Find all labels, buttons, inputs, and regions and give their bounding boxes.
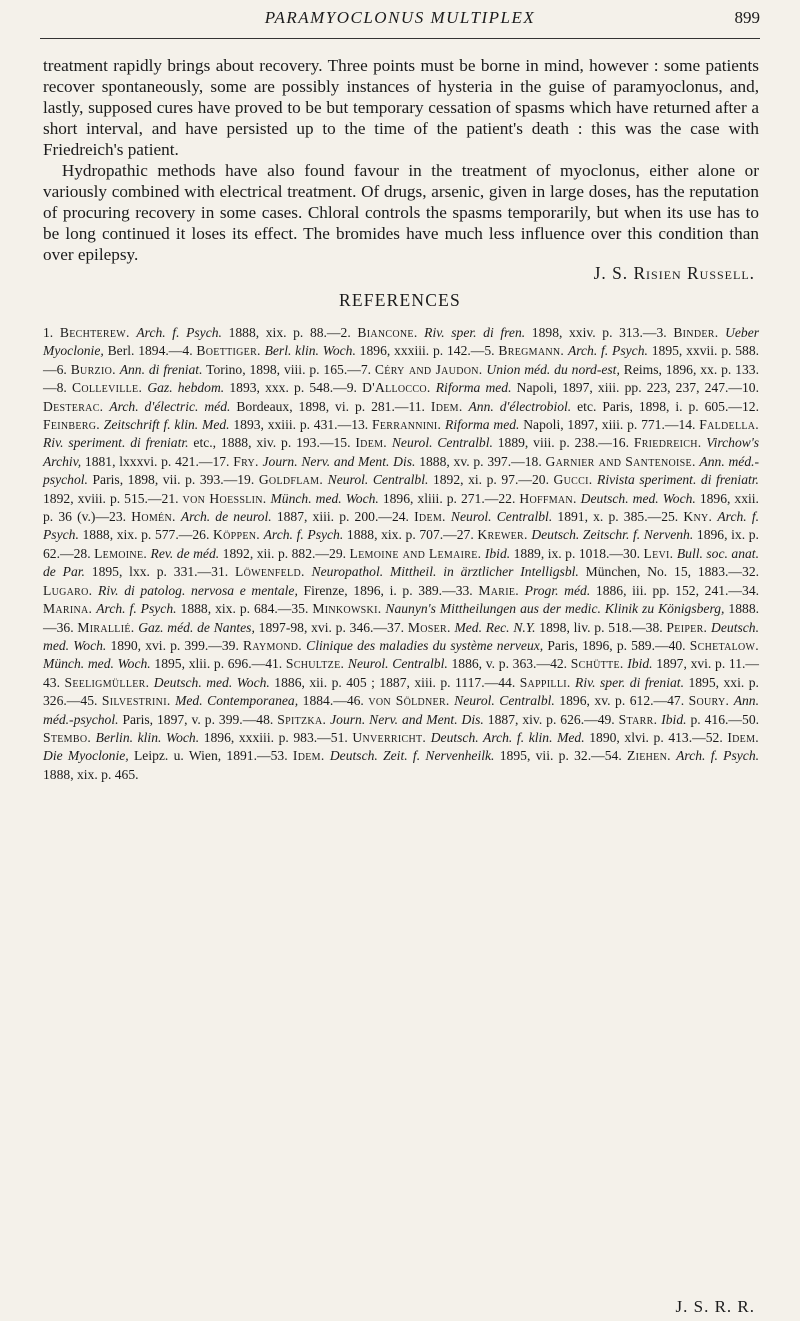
reference-detail: 1888.— <box>43 601 760 635</box>
reference-entry <box>162 491 499 506</box>
reference-number: 42. <box>550 656 568 672</box>
reference-number: 10. <box>742 380 759 396</box>
reference-journal: Ibid. <box>627 656 653 672</box>
running-title: PARAMYOCLONUS MULTIPLEX <box>264 8 536 27</box>
reference-number: 41. <box>265 656 283 672</box>
reference-author: Biancone. <box>357 325 418 340</box>
reference-detail: 1898, xxiv. p. 313.— <box>531 325 657 340</box>
reference-author: Gucci. <box>553 472 593 488</box>
reference-author: von Hoesslin. <box>182 490 267 506</box>
reference-number: 2. <box>340 325 351 340</box>
reference-detail: 1896, xv. p. 612.— <box>559 693 668 709</box>
reference-detail: 1896, xxii. p. 36 (v.)— <box>43 490 759 525</box>
reference-journal: Ann. d'électrobiol. <box>468 398 572 414</box>
reference-journal: Ibid. <box>484 545 511 561</box>
reference-author: Garnier and Santenoise. <box>545 453 696 469</box>
reference-journal: Riv. speriment. di freniatr. <box>43 435 189 451</box>
reference-number: 23. <box>109 509 127 525</box>
reference-journal: Arch. de neurol. <box>180 509 272 525</box>
reference-author: Minkowski. <box>312 601 382 617</box>
reference-detail: 1888, xix. p. 88.— <box>228 325 341 340</box>
reference-number: 21. <box>161 490 179 506</box>
reference-journal: Die Myoclonie, <box>43 748 129 764</box>
reference-number: 25. <box>661 509 679 525</box>
reference-author: Sappilli. <box>519 674 571 690</box>
reference-journal: Journ. Nerv. and Ment. Dis. <box>330 711 484 727</box>
reference-number: 50. <box>742 711 760 727</box>
reference-author: Ferrannini. <box>371 417 442 433</box>
reference-journal: Arch. d'électric. méd. <box>109 398 231 414</box>
reference-author: Moser. <box>407 619 451 635</box>
reference-detail: 1896, xxxiii. p. 983.— <box>203 729 331 745</box>
reference-number: 20. <box>531 472 549 488</box>
reference-detail: 1890, xlvi. p. 413.— <box>589 729 706 745</box>
reference-detail: 1881, lxxxvi. p. 421.— <box>84 453 213 469</box>
reference-author: Starr. <box>618 711 658 727</box>
reference-number: 28. <box>73 545 91 561</box>
reference-detail: 1895, lxx. p. 331.— <box>91 564 212 580</box>
reference-entry <box>43 675 498 690</box>
reference-number: 39. <box>221 637 239 653</box>
reference-entry <box>387 620 646 635</box>
reference-detail: 1889, ix. p. 1018.— <box>513 545 624 561</box>
reference-detail: etc., 1888, xiv. p. 193.— <box>193 435 334 451</box>
reference-number: 33. <box>455 582 473 598</box>
reference-entry <box>192 527 456 542</box>
reference-number: 5. <box>484 343 495 359</box>
reference-detail: 1892, xviii. p. 515.— <box>43 490 162 506</box>
reference-number: 49. <box>597 711 615 727</box>
reference-entry <box>331 730 706 745</box>
reference-detail: 1892, xii. p. 882.— <box>222 545 330 561</box>
reference-author: Desterac. <box>43 398 104 414</box>
reference-journal: Berl. klin. Woch. <box>264 343 356 359</box>
reference-detail: 1898, liv. p. 518.— <box>539 619 646 635</box>
reference-author: Bregmann. <box>498 343 565 359</box>
reference-entry <box>212 454 524 469</box>
reference-journal: Riv. di patolog. nervosa e mentale, <box>98 582 298 598</box>
reference-detail: 1895, xlii. p. 696.— <box>154 656 266 672</box>
reference-journal: Deutsch. Zeitschr. f. Nervenh. <box>531 527 694 543</box>
reference-detail: 1884.— <box>302 693 347 709</box>
reference-author: Idem. <box>727 729 759 745</box>
reference-entry <box>550 656 759 671</box>
reference-detail: 1886, iii. pp. 152, 241.— <box>595 582 743 598</box>
reference-number: 18. <box>524 453 542 469</box>
reference-entry <box>347 380 742 395</box>
reference-number: 19. <box>237 472 255 488</box>
reference-number: 35. <box>291 601 309 617</box>
reference-author: Mirallié. <box>77 619 135 635</box>
reference-detail: 1896, xliii. p. 271.— <box>382 490 499 506</box>
reference-author: von Söldner. <box>368 693 450 709</box>
reference-journal: Münch. med. Woch. <box>270 490 379 506</box>
reference-author: Seeligmüller. <box>64 674 150 690</box>
reference-journal: Gaz. méd. de Nantes, <box>138 619 255 635</box>
reference-number: 6. <box>56 361 67 377</box>
reference-detail: 1889, viii. p. 238.— <box>497 435 612 451</box>
reference-author: Marina. <box>43 601 93 617</box>
reference-entry <box>456 583 742 598</box>
reference-number: 9. <box>346 380 357 396</box>
reference-number: 24. <box>391 509 409 525</box>
reference-number: 3. <box>656 325 667 340</box>
reference-entry <box>109 509 392 524</box>
reference-author: Fry. <box>233 453 259 469</box>
reference-entry <box>256 712 597 727</box>
reference-journal: Deutsch. Arch. f. klin. Med. <box>430 729 585 745</box>
reference-detail: 1895, xxvii. p. 588.— <box>43 343 760 377</box>
reference-detail: 1886, v. p. 363.— <box>451 656 551 672</box>
reference-number: 13. <box>351 417 369 433</box>
reference-journal: Neurol. Centralbl. <box>450 509 553 525</box>
reference-journal: Deutsch. med. Woch. <box>153 674 270 690</box>
reference-journal: Ann. méd.-psychol. <box>43 693 759 727</box>
reference-journal: Riv. sper. di freniat. <box>575 674 684 690</box>
reference-journal: Rivista speriment. di freniatr. <box>597 472 759 488</box>
reference-number: 45. <box>80 693 98 709</box>
reference-detail: p. 416.— <box>690 711 743 727</box>
reference-author: Lemoine. <box>94 545 148 561</box>
reference-detail: Paris, 1896, p. 589.— <box>547 637 669 653</box>
reference-detail: Paris, 1897, v. p. 399.— <box>122 711 257 727</box>
author-signature: J. S. Risien Russell. <box>593 263 755 283</box>
reference-detail: 1890, xvi. p. 399.— <box>110 637 222 653</box>
reference-journal: Journ. Nerv. and Ment. Dis. <box>262 453 416 469</box>
reference-author: Idem. <box>292 748 325 764</box>
reference-author: Raymond. <box>243 637 302 653</box>
reference-author: Faldella. <box>699 417 760 433</box>
reference-number: 7. <box>360 361 372 377</box>
reference-entry <box>408 399 742 414</box>
reference-journal: Arch. f. Psych. <box>136 325 222 340</box>
reference-number: 22. <box>498 490 516 506</box>
references-heading: REFERENCES <box>339 290 461 310</box>
reference-number: 46. <box>346 693 364 709</box>
reference-detail: 1895, vii. p. 32.— <box>499 748 605 764</box>
reference-author: Idem. <box>430 398 463 414</box>
reference-entry <box>271 748 605 763</box>
header-rule <box>40 38 760 39</box>
reference-journal: Deutsch. med. Woch. <box>43 619 759 653</box>
reference-journal: Union méd. du nord-est, <box>486 361 620 377</box>
reference-journal: Riforma med. <box>435 380 512 396</box>
reference-detail: 1886, xii. p. 405 ; 1887, xiii. p. 1117.— <box>274 674 499 690</box>
reference-author: D'Allocco. <box>362 380 431 396</box>
reference-detail: Leipz. u. Wien, 1891.— <box>133 748 271 764</box>
reference-entry <box>74 546 329 561</box>
reference-author: Idem. <box>355 435 387 451</box>
reference-detail: 1887, xiii. p. 200.— <box>276 509 392 525</box>
reference-number: 40. <box>668 637 686 653</box>
reference-number: 32. <box>742 564 760 580</box>
reference-number: 36. <box>56 619 74 635</box>
reference-journal: Neuropathol. Mittheil. in ärztlicher Intelligsbl. <box>311 564 579 580</box>
reference-author: Feinberg. <box>43 417 100 433</box>
reference-entry <box>598 712 742 727</box>
reference-detail: Napoli, 1897, xiii. p. 771.— <box>523 417 679 433</box>
reference-number: 34. <box>742 582 760 598</box>
reference-number: 8. <box>56 380 67 396</box>
reference-number: 53. <box>270 748 288 764</box>
reference-author: Spitzka. <box>277 711 327 727</box>
reference-entry <box>57 362 361 377</box>
reference-journal: Neurol. Centralbl. <box>454 693 555 709</box>
reference-journal: Ibid. <box>661 711 687 727</box>
reference-number: 51. <box>330 729 348 745</box>
reference-number: 11. <box>408 398 425 414</box>
reference-journal: Arch. f. Psych. <box>263 527 344 543</box>
reference-detail: 1892, xi. p. 97.— <box>432 472 532 488</box>
reference-journal: Münch. med. Woch. <box>43 656 151 672</box>
reference-author: Schultze. <box>285 656 345 672</box>
reference-detail: Bordeaux, 1898, vi. p. 281.— <box>236 398 409 414</box>
reference-author: Peiper. <box>666 619 708 635</box>
reference-number: 15. <box>333 435 351 451</box>
reference-author: Schütte. <box>570 656 624 672</box>
body-text <box>43 55 759 265</box>
reference-journal: Virchow's Archiv, <box>43 435 760 469</box>
reference-author: Binder. <box>673 325 719 340</box>
reference-author: Friedreich. <box>633 435 702 451</box>
reference-author: Idem. <box>414 509 446 525</box>
reference-detail: 1888, xix. p. 577.— <box>82 527 193 543</box>
reference-journal: Bull. soc. anat. de Par. <box>43 545 759 580</box>
end-signature: J. S. R. R. <box>675 1297 755 1316</box>
reference-author: Unverricht. <box>352 729 427 745</box>
paragraph: treatment rapidly brings about recovery. Three points must be borne in mind, however : some patients recover spontaneously, some are possibly instances of hysteria in the guise of paramyoclonus, and, lastly, supposed cures have proved to be but temporary cessation of spasms which have returned after a short interval, and have persisted up to the time of the patient's death : this was the case with Friedreich's patient. <box>43 56 759 159</box>
reference-journal: Ann. méd.-psychol. <box>43 453 760 488</box>
reference-journal: Naunyn's Mittheilungen aus der medic. Klinik zu Königsberg, <box>385 601 725 617</box>
reference-journal: Med. Rec. N.Y. <box>454 619 536 635</box>
reference-journal: Gaz. hebdom. <box>147 380 225 396</box>
reference-entry <box>392 509 661 524</box>
reference-journal: Deutsch. med. Woch. <box>580 490 696 506</box>
reference-author: Homén. <box>131 509 176 525</box>
reference-detail: etc. Paris, 1898, i. p. 605.— <box>577 398 742 414</box>
reference-number: 17. <box>212 453 230 469</box>
reference-detail: 1887, xiv. p. 626.— <box>487 711 598 727</box>
reference-number: 38. <box>645 619 663 635</box>
reference-entry <box>329 546 623 561</box>
reference-number: 48. <box>256 711 274 727</box>
reference-detail: 1891, x. p. 385.— <box>557 509 662 525</box>
reference-entry <box>211 564 742 579</box>
reference-detail: 1896, ix. p. 62.— <box>43 527 759 561</box>
reference-journal: Zeitschrift f. klin. Med. <box>103 417 230 433</box>
reference-number: 52. <box>705 729 723 745</box>
page-number: 899 <box>734 8 760 27</box>
reference-journal: Neurol. Centralbl. <box>391 435 493 451</box>
reference-journal: Arch. f. Psych. <box>567 343 648 359</box>
reference-author: Boettiger. <box>196 343 261 359</box>
reference-detail: Reims, 1896, xx. p. 133.— <box>43 361 759 396</box>
reference-author: Burzio. <box>70 361 116 377</box>
reference-detail: 1888, xv. p. 397.— <box>419 453 525 469</box>
reference-journal: Neurol. Centralbl. <box>327 472 429 488</box>
reference-detail: Berl. 1894.— <box>107 343 183 359</box>
reference-author: Lemoine and Lemaire. <box>349 545 482 561</box>
reference-number: 16. <box>611 435 629 451</box>
reference-author: Céry and Jaudon. <box>374 361 483 377</box>
reference-entry <box>237 472 532 487</box>
reference-journal: Ueber Myoclonie, <box>43 325 760 359</box>
reference-number: 1. <box>43 325 54 340</box>
reference-number: 4. <box>182 343 193 359</box>
reference-journal: Arch. f. Psych. <box>43 509 759 543</box>
reference-number: 43. <box>43 674 60 690</box>
reference-detail: 1888, xix. p. 707.— <box>346 527 457 543</box>
reference-entry <box>347 693 667 708</box>
reference-number: 30. <box>623 545 641 561</box>
reference-detail: Torino, 1898, viii. p. 165.— <box>206 361 361 377</box>
reference-journal: Clinique des maladies du système nerveux, <box>306 637 544 653</box>
reference-number: 37. <box>387 619 405 635</box>
reference-author: Hoffman. <box>519 490 577 506</box>
reference-author: Köppen. <box>212 527 260 543</box>
reference-detail: 1896, xxxiii. p. 142.— <box>359 343 485 359</box>
reference-detail: Napoli, 1897, xiii. pp. 223, 237, 247.— <box>516 380 742 396</box>
reference-author: Silvestrini. <box>101 693 171 709</box>
reference-author: Marie. <box>478 582 519 598</box>
reference-journal: Riforma med. <box>445 417 520 433</box>
reference-entry <box>43 325 341 340</box>
reference-entry <box>182 343 484 358</box>
reference-author: Bechterew. <box>59 325 130 340</box>
paragraph: Hydropathic methods have also found favour in the treatment of myoclonus, either alone or variously combined with electrical treatment. Of drugs, arsenic, given in large doses, has the reputation of procuring recovery in some cases. Chloral controls the spasms temporarily, but when its use has to be long continued it loses its effect. The bromides have much less influence over this condition than over epilepsy. <box>43 161 759 264</box>
reference-number: 29. <box>329 545 347 561</box>
reference-entry <box>341 325 657 340</box>
reference-detail: 1893, xxiii. p. 431.— <box>233 417 352 433</box>
reference-author: Krewer. <box>477 527 528 543</box>
reference-number: 12. <box>741 398 759 414</box>
reference-number: 44. <box>498 674 516 690</box>
reference-journal: Riv. sper. di fren. <box>424 325 526 340</box>
reference-entry <box>57 380 347 395</box>
reference-detail: 1888, xix. p. 684.— <box>180 601 292 617</box>
references-list <box>43 324 759 784</box>
reference-journal: Arch. f. Psych. <box>96 601 177 617</box>
reference-entry <box>265 656 550 671</box>
reference-detail: 1897-98, xvi. p. 346.— <box>258 619 388 635</box>
reference-author: Schetalow. <box>689 637 759 653</box>
reference-detail: Firenze, 1896, i. p. 389.— <box>303 582 456 598</box>
reference-journal: Progr. méd. <box>524 582 591 598</box>
reference-detail: 1888, xix. p. 465. <box>43 766 139 782</box>
reference-journal: Rev. de méd. <box>150 545 220 561</box>
reference-journal: Neurol. Centralbl. <box>347 656 448 672</box>
reference-journal: Arch. f. Psych. <box>676 748 760 764</box>
reference-entry <box>57 620 387 635</box>
reference-number: 27. <box>456 527 474 543</box>
reference-entry <box>222 638 669 653</box>
reference-number: 26. <box>192 527 210 543</box>
reference-number: 14. <box>678 417 696 433</box>
reference-detail: 1893, xxx. p. 548.— <box>229 380 347 396</box>
reference-detail: Paris, 1898, vii. p. 393.— <box>92 472 238 488</box>
reference-author: Soury. <box>688 693 730 709</box>
reference-author: Ziehen. <box>627 748 671 764</box>
reference-detail: 1895, xxi. p. 326.— <box>43 674 759 709</box>
reference-author: Lugaro. <box>43 582 93 598</box>
reference-author: Kny. <box>683 509 713 525</box>
reference-detail: 1897, xvi. p. 11.— <box>656 656 760 672</box>
reference-number: 31. <box>211 564 229 580</box>
reference-author: Stembo. <box>43 729 92 745</box>
reference-journal: Deutsch. Zeit. f. Nervenheilk. <box>329 748 495 764</box>
reference-author: Colleville. <box>71 380 143 396</box>
reference-number: 47. <box>667 693 685 709</box>
reference-entry <box>333 435 611 450</box>
reference-author: Goldflam. <box>258 472 324 488</box>
reference-detail: München, No. 15, 1883.— <box>585 564 743 580</box>
reference-entry <box>80 693 346 708</box>
reference-journal: Berlin. klin. Woch. <box>95 729 200 745</box>
reference-author: Löwenfeld. <box>234 564 305 580</box>
reference-journal: Med. Contemporanea, <box>175 693 299 709</box>
reference-entry <box>351 417 678 432</box>
reference-journal: Ann. di freniat. <box>119 361 203 377</box>
running-head <box>40 8 760 44</box>
reference-author: Levi. <box>643 545 674 561</box>
reference-number: 54. <box>604 748 622 764</box>
